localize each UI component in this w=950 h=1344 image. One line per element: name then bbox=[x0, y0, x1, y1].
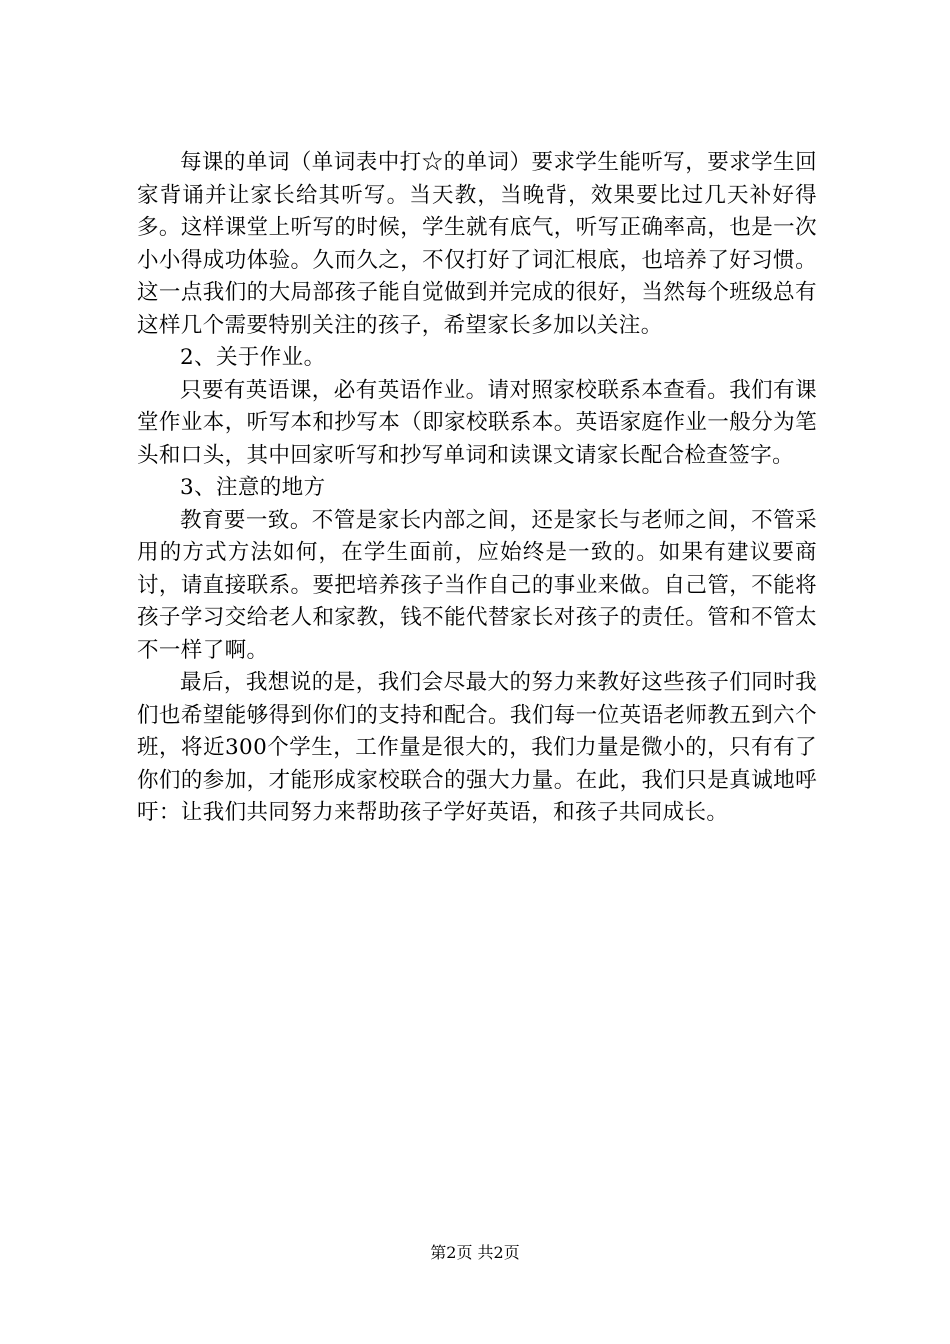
page-footer: 第2页 共2页 bbox=[430, 1243, 520, 1262]
heading-homework: 2、关于作业。 bbox=[180, 345, 326, 370]
paragraph-closing: 最后，我想说的是，我们会尽最大的努力来教好这些孩子们同时我们也希望能够得到你们的支持和配合。我们每一位英语老师教五到六个班，将近300个学生，工作量是很大的，我们力量是微小的，只有有了你们的参加，才能形成家校联合的强大力量。在此，我们只是真诚地呼吁：让我们共同努力来帮助孩子学好英语，和孩子共同成长。 bbox=[137, 670, 817, 825]
paragraph-dictation: 每课的单词（单词表中打☆的单词）要求学生能听写，要求学生回家背诵并让家长给其听写。当天教，当晚背，效果要比过几天补好得多。这样课堂上听写的时候，学生就有底气，听写正确率高，也是一次小小得成功体验。久而久之，不仅打好了词汇根底，也培养了好习惯。这一点我们的大局部孩子能自觉做到并完成的很好，当然每个班级总有这样几个需要特别关注的孩子，希望家长多加以关注。 bbox=[137, 150, 817, 338]
document-body bbox=[137, 147, 817, 830]
paragraph-consistency: 教育要一致。不管是家长内部之间，还是家长与老师之间，不管采用的方式方法如何，在学生面前，应始终是一致的。如果有建议要商讨，请直接联系。要把培养孩子当作自己的事业来做。自己管，不能将孩子学习交给老人和家教，钱不能代替家长对孩子的责任。管和不管太不一样了啊。 bbox=[137, 507, 817, 663]
heading-notes: 3、注意的地方 bbox=[180, 475, 326, 500]
paragraph-homework: 只要有英语课，必有英语作业。请对照家校联系本查看。我们有课堂作业本，听写本和抄写本（即家校联系本。英语家庭作业一般分为笔头和口头，其中回家听写和抄写单词和读课文请家长配合检查签字。 bbox=[137, 377, 817, 468]
